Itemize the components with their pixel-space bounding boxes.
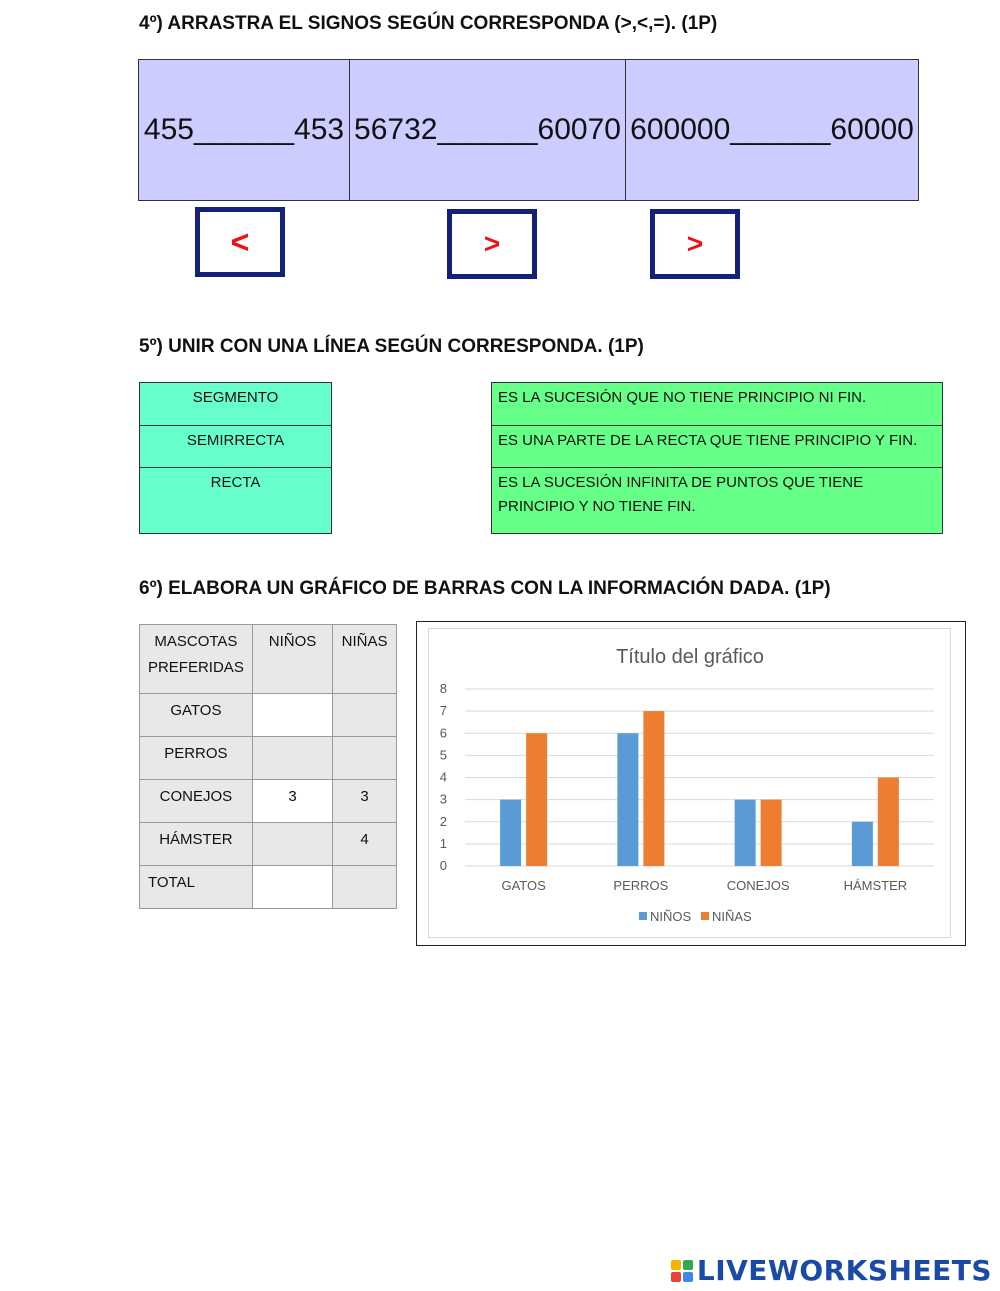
match-right-item[interactable]: ES LA SUCESIÓN INFINITA DE PUNTOS QUE TIENE PRINCIPIO Y NO TIENE FIN. [498, 474, 864, 515]
table-input-boys[interactable] [252, 737, 332, 780]
table-input-boys[interactable] [252, 866, 332, 909]
table-row-label: HÁMSTER [140, 823, 253, 866]
table-row-label: TOTAL [140, 866, 253, 909]
table-header-boys: NIÑOS [252, 625, 332, 694]
liveworksheets-logo [671, 1254, 992, 1287]
table-input-boys[interactable] [252, 823, 332, 866]
match-right-item[interactable]: ES LA SUCESIÓN QUE NO TIENE PRINCIPIO NI FIN. [492, 383, 942, 426]
match-left-item[interactable]: SEGMENTO [140, 383, 331, 426]
table-row-label: PERROS [140, 737, 253, 780]
match-left-item[interactable]: RECTA [210, 474, 261, 491]
logo-icon [671, 1260, 693, 1282]
question-5-title: 5º) UNIR CON UNA LÍNEA SEGÚN CORRESPONDA. (1P) [139, 336, 644, 357]
match-right-column [491, 382, 943, 534]
table-row-label: GATOS [140, 694, 253, 737]
bar-niños [852, 822, 873, 866]
bar-niñas [526, 733, 547, 866]
draggable-sign-2[interactable]: > [447, 209, 537, 279]
x-category-label: CONEJOS [726, 878, 790, 893]
table-value-boys: 3 [252, 780, 332, 823]
y-tick-label: 0 [439, 858, 447, 873]
draggable-sign-1[interactable]: < [195, 207, 285, 277]
y-tick-label: 3 [439, 791, 447, 807]
x-category-label: PERROS [613, 878, 669, 893]
match-left-column [139, 382, 332, 534]
y-tick-label: 8 [439, 681, 447, 696]
y-tick-label: 1 [439, 835, 447, 851]
legend-swatch [701, 912, 709, 920]
y-tick-label: 5 [439, 747, 447, 763]
pets-data-table [139, 624, 397, 909]
bar-niños [735, 800, 756, 866]
bar-chart [429, 629, 950, 937]
comparison-cell-2[interactable]: 56732______60070 [350, 60, 626, 200]
legend-swatch [639, 912, 647, 920]
question-4-title: 4º) ARRASTRA EL SIGNOS SEGÚN CORRESPONDA (>,<,=). (1P) [139, 13, 718, 34]
table-input-girls[interactable] [333, 737, 397, 780]
bar-chart-frame [416, 621, 966, 946]
table-value-girls: 4 [333, 823, 397, 866]
match-right-item[interactable]: ES UNA PARTE DE LA RECTA QUE TIENE PRINCIPIO Y FIN. [492, 426, 942, 468]
bar-niñas [643, 711, 664, 866]
legend-label: NIÑAS [712, 909, 752, 924]
bar-niñas [878, 778, 899, 867]
question-6-title: 6º) ELABORA UN GRÁFICO DE BARRAS CON LA INFORMACIÓN DADA. (1P) [139, 578, 831, 599]
y-tick-label: 2 [439, 813, 447, 829]
comparison-cell-1[interactable]: 455______453 [139, 60, 350, 200]
table-header-pets: MASCOTAS PREFERIDAS [140, 625, 253, 694]
match-left-item[interactable]: SEMIRRECTA [140, 426, 331, 468]
bar-niños [500, 800, 521, 866]
bar-niños [617, 733, 638, 866]
comparison-table [138, 59, 919, 201]
logo-text: LIVEWORKSHEETS [696, 1254, 992, 1287]
table-row-label: CONEJOS [140, 780, 253, 823]
bar-chart-area [428, 628, 951, 938]
chart-title: Título del gráfico [616, 646, 764, 668]
table-header-girls: NIÑAS [333, 625, 397, 694]
comparison-cell-3[interactable]: 600000______60000 [630, 113, 914, 146]
table-input-girls[interactable] [333, 866, 397, 909]
legend-label: NIÑOS [650, 909, 692, 924]
table-value-girls: 3 [333, 780, 397, 823]
y-tick-label: 4 [439, 769, 447, 785]
draggable-sign-3[interactable]: > [650, 209, 740, 279]
bar-niñas [761, 800, 782, 866]
y-tick-label: 6 [439, 725, 447, 741]
y-tick-label: 7 [439, 703, 447, 719]
table-input-girls[interactable] [333, 694, 397, 737]
x-category-label: GATOS [501, 878, 546, 893]
x-category-label: HÁMSTER [843, 878, 908, 893]
table-input-boys[interactable] [252, 694, 332, 737]
